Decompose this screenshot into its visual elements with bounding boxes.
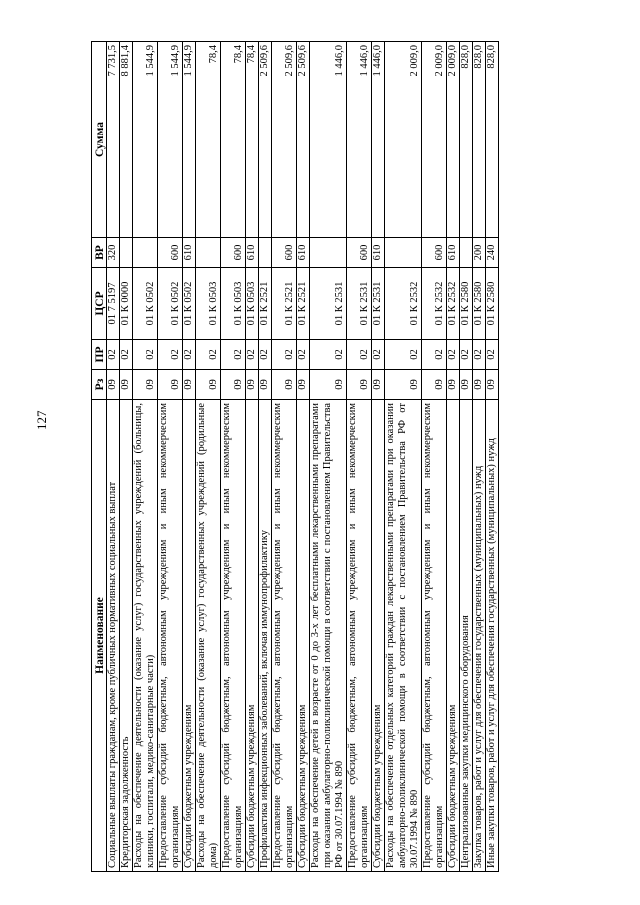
cell-vr xyxy=(133,238,158,268)
cell-pr: 02 xyxy=(259,340,272,370)
table-row xyxy=(422,42,447,872)
table-body xyxy=(107,42,499,872)
cell-csr: 01 К 0503 xyxy=(221,268,246,340)
cell-sum: 2 009,0 xyxy=(422,42,447,238)
cell-name: Предоставление субсидий бюджетным, автономным учреждениям и иным некоммерческим организациям xyxy=(347,400,372,872)
cell-csr: 01 К 0503 xyxy=(196,268,221,340)
cell-rz: 09 xyxy=(183,370,196,400)
cell-name: Централизованные закупки медицинского оборудования xyxy=(460,400,473,872)
cell-name: Расходы на обеспечение деятельности (оказание услуг) государственных учреждений (родильные дома) xyxy=(196,400,221,872)
header-name: Наименование xyxy=(92,400,107,872)
cell-sum: 78,4 xyxy=(246,42,259,238)
cell-csr: 01 К 0502 xyxy=(133,268,158,340)
cell-rz: 09 xyxy=(460,370,473,400)
cell-name: Субсидии бюджетным учреждениям xyxy=(297,400,310,872)
cell-csr: 01 К 2580 xyxy=(486,268,499,340)
cell-name: Предоставление субсидий бюджетным, автономным учреждениям и иным некоммерческим организациям xyxy=(422,400,447,872)
cell-name: Закупка товаров, работ и услуг для обеспечения государственных (муниципальных) нужд xyxy=(473,400,486,872)
cell-csr: 01 К 2580 xyxy=(473,268,486,340)
cell-csr: 01 К 2531 xyxy=(347,268,372,340)
cell-sum: 1 446,0 xyxy=(347,42,372,238)
table-header-row xyxy=(92,42,107,872)
cell-rz: 09 xyxy=(422,370,447,400)
cell-csr: 01 К 2531 xyxy=(372,268,385,340)
cell-pr: 02 xyxy=(272,340,297,370)
cell-vr: 610 xyxy=(183,238,196,268)
cell-rz: 09 xyxy=(133,370,158,400)
cell-pr: 02 xyxy=(297,340,310,370)
cell-pr: 02 xyxy=(347,340,372,370)
cell-name: Расходы на обеспечение отдельных категорий граждан лекарственными препаратами при оказании амбулаторно-поликлинической помощи в соответствии с постановлением Правительства РФ от 30.07.1994 № 890 xyxy=(385,400,422,872)
cell-sum: 2 009,0 xyxy=(447,42,460,238)
cell-sum: 1 544,9 xyxy=(183,42,196,238)
cell-vr xyxy=(196,238,221,268)
table-row xyxy=(221,42,246,872)
cell-name: Расходы на обеспечение детей в возрасте от 0 до 3-х лет бесплатными лекарственными препаратами при оказании амбулаторно-поликлинической помощи в соответствии с постановлением Правительства РФ от 30.07.1994 № 890 xyxy=(310,400,347,872)
cell-sum: 78,4 xyxy=(221,42,246,238)
page-number: 127 xyxy=(34,410,49,430)
cell-name: Предоставление субсидий бюджетным, автономным учреждениям и иным некоммерческим организациям xyxy=(158,400,183,872)
header-sum: Сумма xyxy=(92,42,107,238)
cell-sum: 1 446,0 xyxy=(372,42,385,238)
cell-vr: 610 xyxy=(297,238,310,268)
cell-rz: 09 xyxy=(447,370,460,400)
table-row xyxy=(196,42,221,872)
table-row xyxy=(372,42,385,872)
cell-rz: 09 xyxy=(120,370,133,400)
cell-vr: 320 xyxy=(107,238,120,268)
cell-rz: 09 xyxy=(385,370,422,400)
cell-csr: 01 К 2521 xyxy=(259,268,272,340)
cell-pr: 02 xyxy=(107,340,120,370)
cell-rz: 09 xyxy=(486,370,499,400)
cell-csr: 01 К 0000 xyxy=(120,268,133,340)
cell-name: Субсидии бюджетным учреждениям xyxy=(447,400,460,872)
cell-sum: 828,0 xyxy=(473,42,486,238)
table-row xyxy=(473,42,486,872)
header-vr: ВР xyxy=(92,238,107,268)
cell-rz: 09 xyxy=(372,370,385,400)
cell-name: Профилактика инфекционных заболеваний, включая иммунопрофилактику xyxy=(259,400,272,872)
cell-pr: 02 xyxy=(133,340,158,370)
table-row xyxy=(120,42,133,872)
cell-pr: 02 xyxy=(183,340,196,370)
rotated-table-container xyxy=(91,42,566,872)
cell-vr: 200 xyxy=(473,238,486,268)
table-row xyxy=(310,42,347,872)
cell-rz: 09 xyxy=(272,370,297,400)
cell-name: Субсидии бюджетным учреждениям xyxy=(246,400,259,872)
cell-vr: 600 xyxy=(221,238,246,268)
cell-name: Кредиторская задолженность xyxy=(120,400,133,872)
cell-csr: 01 К 0502 xyxy=(158,268,183,340)
cell-vr: 610 xyxy=(372,238,385,268)
cell-vr: 610 xyxy=(246,238,259,268)
header-pr: ПР xyxy=(92,340,107,370)
table-row xyxy=(347,42,372,872)
cell-sum: 7 731,5 xyxy=(107,42,120,238)
cell-sum: 78,4 xyxy=(196,42,221,238)
cell-pr: 02 xyxy=(246,340,259,370)
cell-sum: 8 881,4 xyxy=(120,42,133,238)
cell-vr: 600 xyxy=(272,238,297,268)
cell-sum: 1 544,9 xyxy=(158,42,183,238)
cell-name: Предоставление субсидий бюджетным, автономным учреждениям и иным некоммерческим организациям xyxy=(272,400,297,872)
cell-rz: 09 xyxy=(158,370,183,400)
cell-rz: 09 xyxy=(259,370,272,400)
cell-rz: 09 xyxy=(310,370,347,400)
cell-pr: 02 xyxy=(158,340,183,370)
table-row xyxy=(486,42,499,872)
cell-rz: 09 xyxy=(297,370,310,400)
cell-pr: 02 xyxy=(447,340,460,370)
cell-csr: 01 К 0503 xyxy=(246,268,259,340)
cell-sum: 828,0 xyxy=(486,42,499,238)
cell-vr xyxy=(310,238,347,268)
cell-rz: 09 xyxy=(107,370,120,400)
table-row xyxy=(297,42,310,872)
cell-vr xyxy=(385,238,422,268)
cell-sum: 2 009,0 xyxy=(385,42,422,238)
table-row xyxy=(447,42,460,872)
cell-sum: 2 509,6 xyxy=(259,42,272,238)
cell-sum: 2 509,6 xyxy=(272,42,297,238)
cell-csr: 01 К 2580 xyxy=(460,268,473,340)
table-row xyxy=(246,42,259,872)
cell-sum: 828,0 xyxy=(460,42,473,238)
table-row xyxy=(158,42,183,872)
cell-rz: 09 xyxy=(473,370,486,400)
cell-vr: 610 xyxy=(447,238,460,268)
cell-csr: 01 К 2532 xyxy=(447,268,460,340)
cell-csr: 01 К 2521 xyxy=(272,268,297,340)
cell-name: Социальные выплаты гражданам, кроме публичных нормативных социальных выплат xyxy=(107,400,120,872)
cell-csr: 01 К 2532 xyxy=(385,268,422,340)
cell-pr: 02 xyxy=(372,340,385,370)
table-row xyxy=(133,42,158,872)
cell-vr: 600 xyxy=(347,238,372,268)
cell-csr: 01 7 5197 xyxy=(107,268,120,340)
cell-vr xyxy=(460,238,473,268)
table-row xyxy=(259,42,272,872)
table-row xyxy=(385,42,422,872)
table-row xyxy=(272,42,297,872)
header-rz: Рз xyxy=(92,370,107,400)
cell-rz: 09 xyxy=(246,370,259,400)
cell-vr xyxy=(259,238,272,268)
cell-name: Иные закупки товаров, работ и услуг для обеспечения государственных (муниципальных) нужд xyxy=(486,400,499,872)
cell-pr: 02 xyxy=(310,340,347,370)
cell-pr: 02 xyxy=(221,340,246,370)
cell-sum: 1 446,0 xyxy=(310,42,347,238)
table-row xyxy=(107,42,120,872)
table-row xyxy=(460,42,473,872)
budget-table xyxy=(91,41,499,872)
cell-name: Субсидии бюджетным учреждениям xyxy=(183,400,196,872)
cell-pr: 02 xyxy=(385,340,422,370)
cell-pr: 02 xyxy=(473,340,486,370)
cell-rz: 09 xyxy=(196,370,221,400)
cell-pr: 02 xyxy=(422,340,447,370)
cell-vr: 600 xyxy=(158,238,183,268)
cell-pr: 02 xyxy=(486,340,499,370)
cell-pr: 02 xyxy=(196,340,221,370)
cell-rz: 09 xyxy=(221,370,246,400)
table-row xyxy=(183,42,196,872)
cell-rz: 09 xyxy=(347,370,372,400)
cell-vr: 600 xyxy=(422,238,447,268)
cell-vr xyxy=(120,238,133,268)
cell-name: Предоставление субсидий бюджетным, автономным учреждениям и иным некоммерческим организациям xyxy=(221,400,246,872)
cell-csr: 01 К 2531 xyxy=(310,268,347,340)
cell-sum: 2 509,6 xyxy=(297,42,310,238)
cell-name: Расходы на обеспечение деятельности (оказание услуг) государственных учреждений (больницы, клиники, госпитали, медико-санитарные части) xyxy=(133,400,158,872)
cell-sum: 1 544,9 xyxy=(133,42,158,238)
cell-csr: 01 К 0502 xyxy=(183,268,196,340)
cell-pr: 02 xyxy=(120,340,133,370)
header-csr: ЦСР xyxy=(92,268,107,340)
cell-csr: 01 К 2532 xyxy=(422,268,447,340)
cell-csr: 01 К 2521 xyxy=(297,268,310,340)
cell-pr: 02 xyxy=(460,340,473,370)
cell-name: Субсидии бюджетным учреждениям xyxy=(372,400,385,872)
cell-vr: 240 xyxy=(486,238,499,268)
